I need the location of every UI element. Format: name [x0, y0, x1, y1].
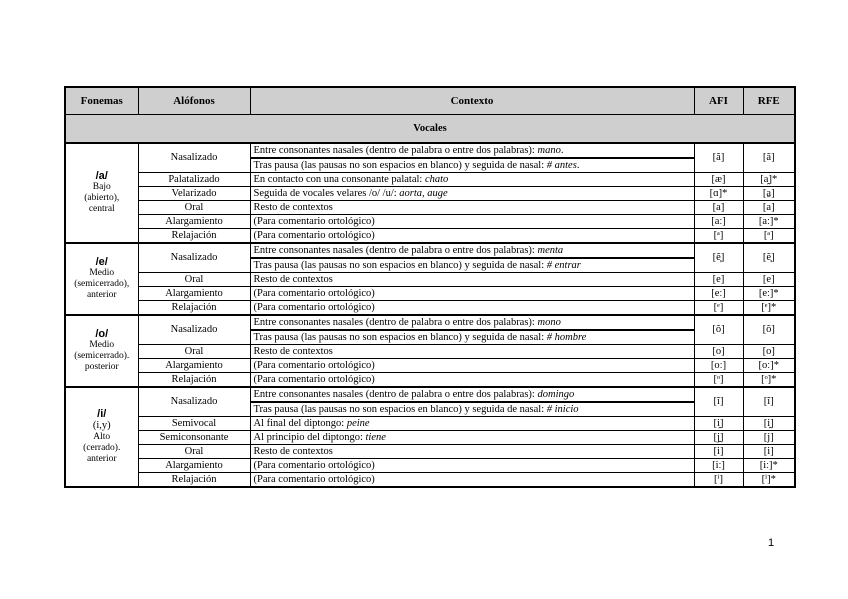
table-row [65, 187, 795, 201]
phoneme-cell-o [65, 315, 138, 387]
allophone-cell: Velarizado [138, 187, 250, 201]
context-cell: (Para comentario ortológico) [250, 459, 694, 473]
phoneme-desc: (abierto), [84, 193, 120, 203]
allophone-cell: Relajación [138, 301, 250, 316]
vowel-allophone-table [64, 86, 796, 488]
context-cell: Al final del diptongo: peine [250, 417, 694, 431]
phoneme-cell-a [65, 143, 138, 243]
phoneme-desc: Bajo [92, 182, 111, 192]
phoneme-i: /i/ [97, 408, 107, 420]
rfe-cell: [i] [743, 445, 795, 459]
afi-cell: [i] [694, 445, 743, 459]
context-cell: Entre consonantes nasales (dentro de palabra o entre dos palabras): menta [250, 243, 694, 258]
rfe-cell: [oː]* [743, 359, 795, 373]
allophone-cell: Alargamiento [138, 459, 250, 473]
context-cell: (Para comentario ortológico) [250, 229, 694, 244]
phoneme-desc: posterior [84, 362, 119, 372]
allophone-cell: Nasalizado [138, 143, 250, 173]
table-row [65, 473, 795, 488]
header-afi: AFI [694, 87, 743, 115]
context-cell: (Para comentario ortológico) [250, 301, 694, 316]
table-row [65, 459, 795, 473]
phoneme-desc: (semicerrado). [74, 351, 130, 361]
phoneme-desc: (i,y) [92, 420, 111, 431]
table-header-row [65, 87, 795, 115]
allophone-cell: Relajación [138, 373, 250, 388]
phoneme-desc: (semicerrado), [74, 279, 130, 289]
allophone-cell: Palatalizado [138, 173, 250, 187]
afi-cell: [e] [694, 273, 743, 287]
allophone-cell: Oral [138, 345, 250, 359]
table-row [65, 243, 795, 258]
phoneme-e: /e/ [95, 256, 108, 268]
context-cell: Resto de contextos [250, 201, 694, 215]
context-cell: (Para comentario ortológico) [250, 287, 694, 301]
rfe-cell: [a̱] [743, 187, 795, 201]
afi-cell: [æ] [694, 173, 743, 187]
table-row [65, 373, 795, 388]
table-row [65, 229, 795, 244]
context-cell: Tras pausa (las pausas no son espacios en blanco) y seguida de nasal: # inicio [250, 402, 694, 417]
table-row [65, 143, 795, 158]
rfe-cell: [ᵒ]* [743, 373, 795, 388]
rfe-cell: [ⁱ]* [743, 473, 795, 488]
afi-cell: [aː] [694, 215, 743, 229]
context-cell: Entre consonantes nasales (dentro de palabra o entre dos palabras): mano. [250, 143, 694, 158]
phoneme-a: /a/ [95, 170, 108, 182]
phoneme-desc: Medio [89, 340, 115, 350]
allophone-cell: Oral [138, 273, 250, 287]
allophone-cell: Semiconsonante [138, 431, 250, 445]
afi-cell: [ẽ̞] [694, 243, 743, 273]
allophone-cell: Relajación [138, 473, 250, 488]
allophone-cell: Oral [138, 445, 250, 459]
table-row [65, 301, 795, 316]
table-row [65, 273, 795, 287]
phoneme-desc: Alto [93, 432, 111, 442]
section-row [65, 115, 795, 144]
phoneme-desc: (cerrado). [83, 443, 121, 453]
afi-cell: [j̯] [694, 431, 743, 445]
rfe-cell: [ẽ̞] [743, 243, 795, 273]
afi-cell: [ã] [694, 143, 743, 173]
afi-cell: [a] [694, 201, 743, 215]
afi-cell: [ᵃ] [694, 229, 743, 244]
phoneme-desc: anterior [86, 290, 117, 300]
context-cell: Tras pausa (las pausas no son espacios en blanco) y seguida de nasal: # hombre [250, 330, 694, 345]
allophone-cell: Alargamiento [138, 215, 250, 229]
context-cell: (Para comentario ortológico) [250, 473, 694, 488]
allophone-cell: Nasalizado [138, 315, 250, 345]
header-contexto: Contexto [250, 87, 694, 115]
rfe-cell: [ĩ] [743, 387, 795, 417]
phoneme-cell-i [65, 387, 138, 487]
rfe-cell: [eː]* [743, 287, 795, 301]
rfe-cell: [ã] [743, 143, 795, 173]
afi-cell: [eː] [694, 287, 743, 301]
page-number: 1 [768, 537, 775, 549]
phoneme-desc: anterior [86, 454, 117, 464]
rfe-cell: [aː]* [743, 215, 795, 229]
afi-cell: [õ] [694, 315, 743, 345]
context-cell: (Para comentario ortológico) [250, 373, 694, 388]
rfe-cell: [a] [743, 201, 795, 215]
header-fonemas: Fonemas [65, 87, 138, 115]
afi-cell: [ᵉ] [694, 301, 743, 316]
afi-cell: [o] [694, 345, 743, 359]
context-cell: En contacto con una consonante palatal: chato [250, 173, 694, 187]
rfe-cell: [õ] [743, 315, 795, 345]
afi-cell: [ⁱ] [694, 473, 743, 488]
afi-cell: [ᵒ] [694, 373, 743, 388]
phoneme-desc: Medio [89, 268, 115, 278]
context-cell: Resto de contextos [250, 345, 694, 359]
rfe-cell: [j] [743, 431, 795, 445]
afi-cell: [iː] [694, 459, 743, 473]
context-cell: (Para comentario ortológico) [250, 215, 694, 229]
context-cell: (Para comentario ortológico) [250, 359, 694, 373]
context-cell: Seguida de vocales velares /o/ /u/: aorta, auge [250, 187, 694, 201]
allophone-cell: Semivocal [138, 417, 250, 431]
phoneme-o: /o/ [95, 328, 109, 340]
table-row [65, 201, 795, 215]
header-alofonos: Alófonos [138, 87, 250, 115]
rfe-cell: [ᵉ]* [743, 301, 795, 316]
table-row [65, 315, 795, 330]
rfe-cell: [ᵃ] [743, 229, 795, 244]
allophone-cell: Alargamiento [138, 287, 250, 301]
rfe-cell: [o] [743, 345, 795, 359]
rfe-cell: [a̭]* [743, 173, 795, 187]
rfe-cell: [iː]* [743, 459, 795, 473]
context-cell: Entre consonantes nasales (dentro de palabra o entre dos palabras): mono [250, 315, 694, 330]
table-row [65, 287, 795, 301]
table-row [65, 431, 795, 445]
context-cell: Tras pausa (las pausas no son espacios en blanco) y seguida de nasal: # antes. [250, 158, 694, 173]
allophone-cell: Nasalizado [138, 243, 250, 273]
allophone-cell: Alargamiento [138, 359, 250, 373]
header-rfe: RFE [743, 87, 795, 115]
allophone-cell: Nasalizado [138, 387, 250, 417]
rfe-cell: [e] [743, 273, 795, 287]
table-row [65, 359, 795, 373]
afi-cell: [ɑ]* [694, 187, 743, 201]
allophone-cell: Relajación [138, 229, 250, 244]
context-cell: Tras pausa (las pausas no son espacios en blanco) y seguida de nasal: # entrar [250, 258, 694, 273]
afi-cell: [ĩ] [694, 387, 743, 417]
table-row [65, 215, 795, 229]
context-cell: Entre consonantes nasales (dentro de palabra o entre dos palabras): domingo [250, 387, 694, 402]
rfe-cell: [i̯] [743, 417, 795, 431]
table-row [65, 387, 795, 402]
table-row [65, 173, 795, 187]
table-row [65, 345, 795, 359]
context-cell: Resto de contextos [250, 445, 694, 459]
table-row [65, 417, 795, 431]
section-title: Vocales [65, 115, 795, 144]
phoneme-cell-e [65, 243, 138, 315]
context-cell: Al principio del diptongo: tiene [250, 431, 694, 445]
phoneme-desc: central [88, 204, 115, 214]
afi-cell: [i̯] [694, 417, 743, 431]
table-row [65, 445, 795, 459]
context-cell: Resto de contextos [250, 273, 694, 287]
afi-cell: [oː] [694, 359, 743, 373]
allophone-cell: Oral [138, 201, 250, 215]
